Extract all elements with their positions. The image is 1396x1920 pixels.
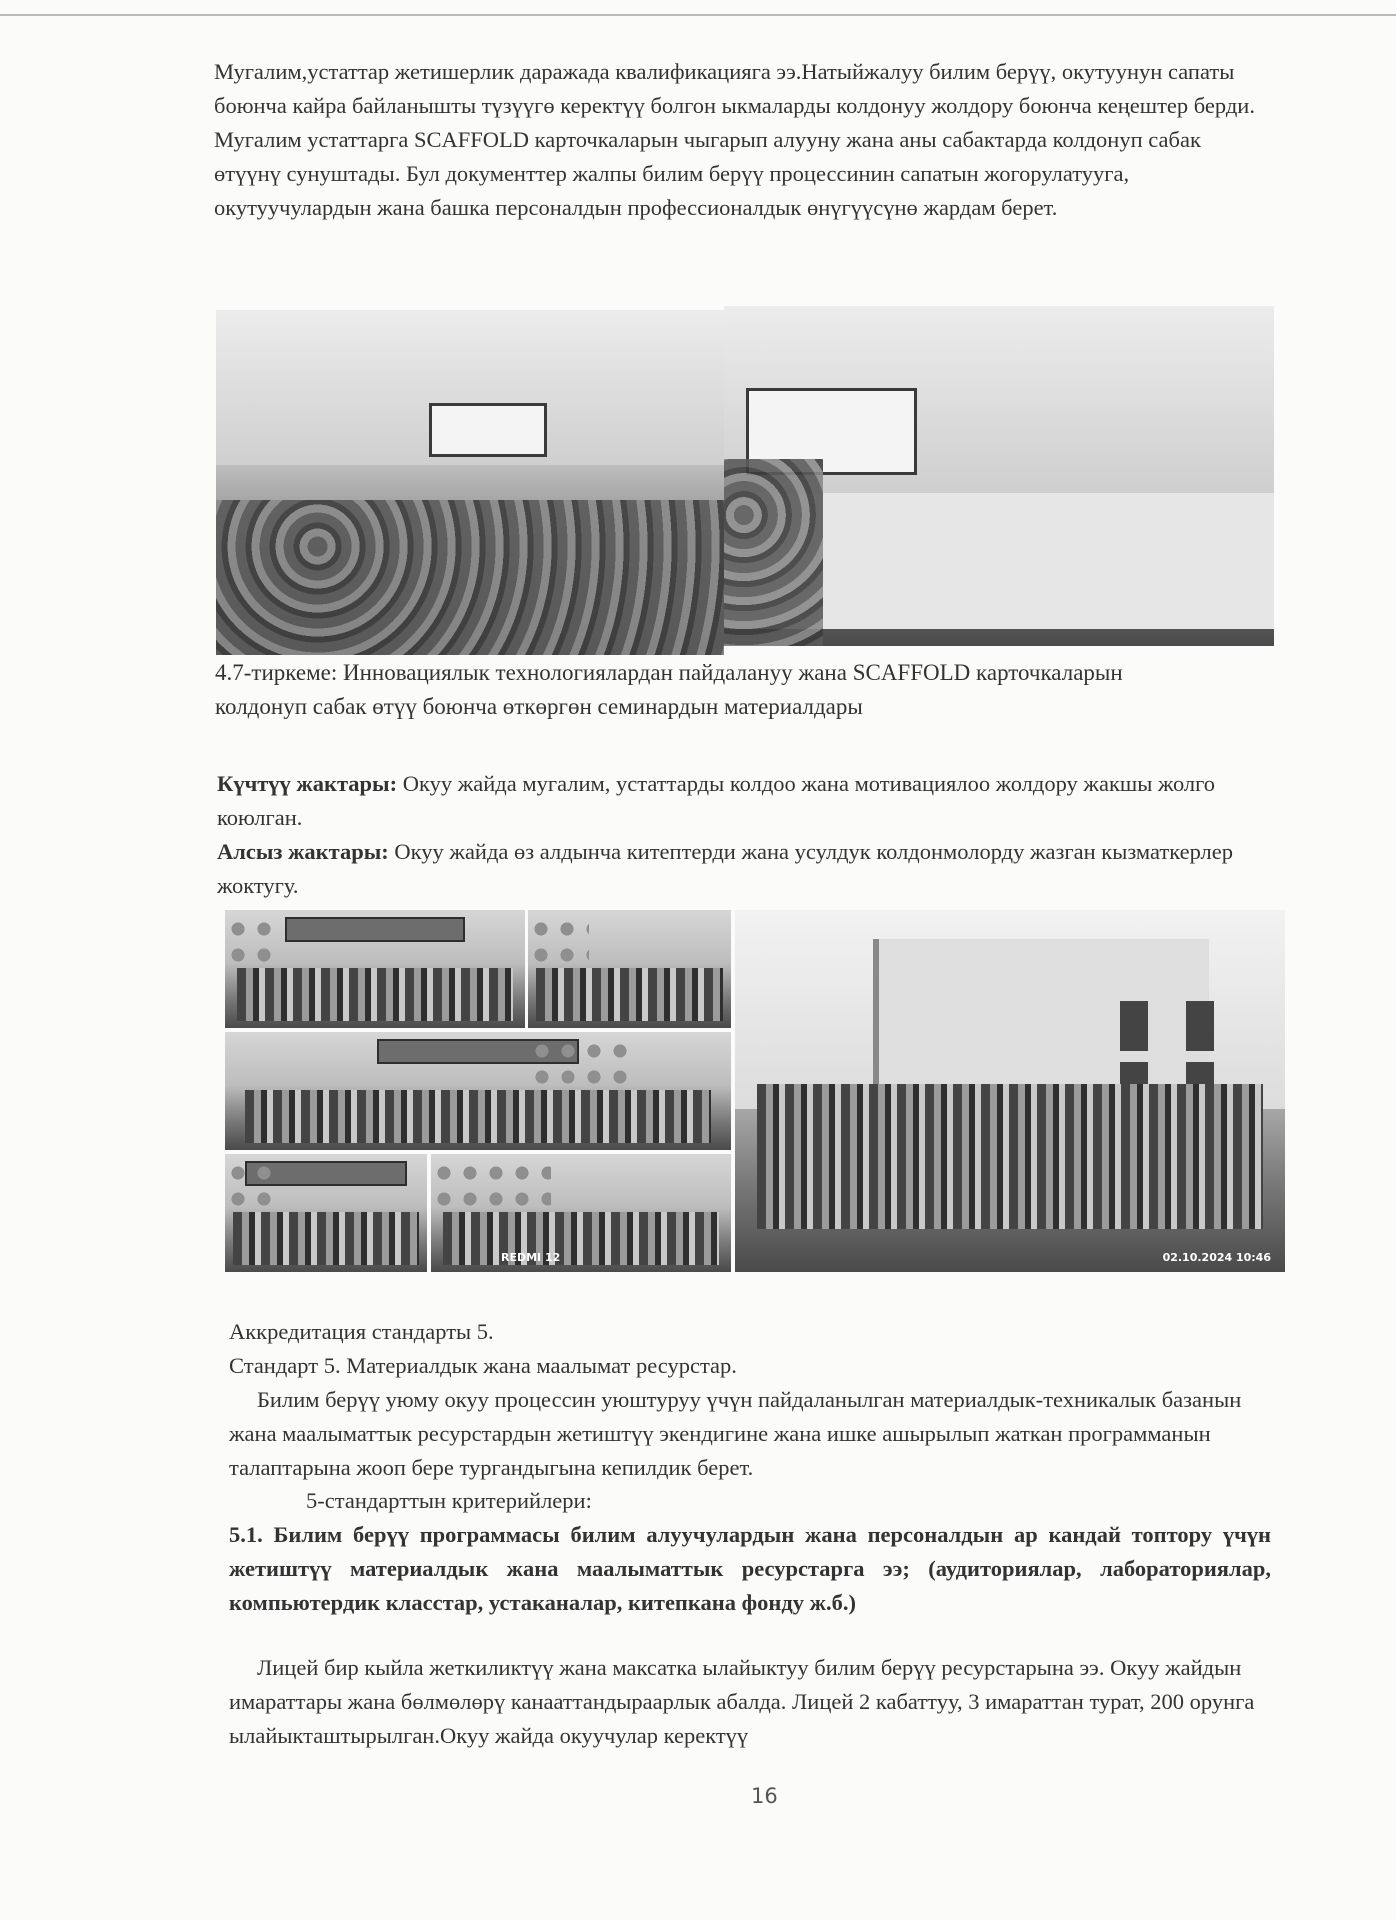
collage-photo-building bbox=[735, 910, 1285, 1272]
strengths-text: Окуу жайда мугалим, устаттарды колдоо жана мотивациялоо жолдору жакшы жолго коюлган. bbox=[217, 771, 1216, 830]
criterion-5-1: 5.1. Билим берүү программасы билим алуучулардын жана персоналдын ар кандай топтору үчүн жетиштүү материалдык жана маалыматтык ресурстарга ээ; (аудиториялар, лабораториялар, компьютердик класстар, устаканалар, китепкана фонду ж.б.) bbox=[229, 1522, 1271, 1615]
collage-photo-5 bbox=[431, 1154, 731, 1272]
intro-paragraph: Мугалим,устаттар жетишерлик даражада квалификацияга ээ.Натыйжалуу билим берүү, окутуунун сапаты боюнча кайра байланышты түзүүгө керектүү болгон ыкмаларды колдонуу жолдору боюнча кеңештер берди. Мугалим устаттарга SCAFFOLD карточкаларын чыгарып алууну жана аны сабактарда колдонуп сабак өтүүнү сунуштады. Бул документтер жалпы билим берүү процессинин сапатын жогорулатууга, окутуучулардын жана башка персоналдын профессионалдык өнүгүүсүнө жардам берет. bbox=[214, 59, 1255, 220]
collage-photo-2 bbox=[528, 910, 731, 1028]
standard-title: Стандарт 5. Материалдык жана маалымат ресурстар. bbox=[229, 1353, 737, 1378]
collage-photo-3 bbox=[225, 1032, 731, 1150]
seminar-photo-teacher bbox=[724, 306, 1274, 646]
collage-photo-1 bbox=[225, 910, 525, 1028]
strengths-paragraph bbox=[217, 767, 1257, 835]
photo-stamp-device: REDMI 12 bbox=[501, 1251, 561, 1264]
page-number: 16 bbox=[751, 1784, 778, 1808]
seminar-photo-classroom bbox=[216, 310, 724, 655]
weaknesses-paragraph bbox=[217, 835, 1257, 903]
standard-body: Билим берүү уюму окуу процессин уюштуруу үчүн пайдаланылган материалдык-техникалык базанын жана маалыматтык ресурстардын жетиштүү экендигине жана ишке ашырылып жаткан программанын талаптарына жооп бере тургандыгына кепилдик берет. bbox=[229, 1387, 1242, 1480]
weaknesses-label: Алсыз жактары: bbox=[217, 839, 389, 864]
figure-caption: 4.7-тиркеме: Инновациялык технологиялардан пайдалануу жана SCAFFOLD карточкаларын колдонуп сабак өтүү боюнча өткөргөн семинардын материалдары bbox=[215, 660, 1123, 719]
accreditation-standard: Аккредитация стандарты 5. bbox=[229, 1319, 494, 1344]
scan-top-edge bbox=[0, 14, 1396, 16]
weaknesses-text: Окуу жайда өз алдынча китептерди жана усулдук колдонмолорду жазган кызматкерлер жоктугу. bbox=[217, 839, 1233, 898]
strengths-label: Күчтүү жактары: bbox=[217, 771, 398, 796]
lyceum-paragraph: Лицей бир кыйла жеткиликтүү жана максатка ылайыктуу билим берүү ресурстарына ээ. Окуу жайдын имараттары жана бөлмөлөрү канааттандыраарлык абалда. Лицей 2 кабаттуу, 3 имараттан турат, 200 орунга ылайыкташтырылган.Окуу жайда окуучулар керектүү bbox=[229, 1655, 1255, 1748]
photo-stamp-datetime: 02.10.2024 10:46 bbox=[1162, 1251, 1271, 1264]
collage-photo-4 bbox=[225, 1154, 427, 1272]
criteria-heading: 5-стандарттын критерийлери: bbox=[306, 1488, 592, 1513]
